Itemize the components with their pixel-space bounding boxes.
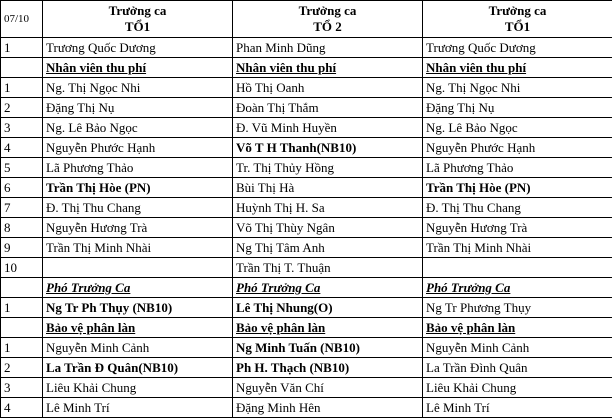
- column-header-2: [233, 1, 423, 38]
- column-header-team: TỔ1: [46, 19, 229, 35]
- row-number-cell: 1: [1, 78, 43, 98]
- section-title-cell: Bảo vệ phân làn: [423, 318, 612, 338]
- staff-name-cell: Ng. Thị Ngọc Nhi: [43, 78, 233, 98]
- staff-name-cell: Đ. Vũ Minh Huyền: [233, 118, 423, 138]
- row-number-cell: 1: [1, 338, 43, 358]
- staff-name-cell: Nguyễn Hương Trà: [423, 218, 612, 238]
- staff-name-cell: Đặng Thị Nụ: [423, 98, 612, 118]
- table-row: [1, 378, 612, 398]
- row-number-cell: 1: [1, 298, 43, 318]
- staff-name-cell: Trần Thị Minh Nhài: [43, 238, 233, 258]
- staff-name-cell: Ng. Lê Bảo Ngọc: [43, 118, 233, 138]
- staff-name-cell: Huỳnh Thị H. Sa: [233, 198, 423, 218]
- staff-name-cell: Ng Thị Tâm Anh: [233, 238, 423, 258]
- table-row: [1, 98, 612, 118]
- row-number-cell: 5: [1, 158, 43, 178]
- staff-name-cell: Phan Minh Dũng: [233, 38, 423, 58]
- section-title-cell: Nhân viên thu phí: [423, 58, 612, 78]
- staff-name-cell: Trần Thị T. Thuận: [233, 258, 423, 278]
- row-number-cell: 2: [1, 98, 43, 118]
- staff-name-cell: Trần Thị Hòe (PN): [43, 178, 233, 198]
- section-title-cell: Nhân viên thu phí: [233, 58, 423, 78]
- staff-name-cell: Nguyễn Minh Cảnh: [43, 338, 233, 358]
- staff-name-cell: Ng Tr Ph Thụy (NB10): [43, 298, 233, 318]
- table-row: [1, 398, 612, 418]
- row-number-cell: 4: [1, 138, 43, 158]
- row-number-cell: 7: [1, 198, 43, 218]
- staff-name-cell: Đặng Thị Nụ: [43, 98, 233, 118]
- row-number-cell: 3: [1, 118, 43, 138]
- table-row: [1, 258, 612, 278]
- staff-name-cell: Lê Minh Trí: [43, 398, 233, 418]
- date-cell: 07/10: [1, 1, 43, 38]
- staff-name-cell: [423, 258, 612, 278]
- column-header-title: Trưởng ca: [46, 3, 229, 19]
- row-number-cell: 6: [1, 178, 43, 198]
- column-header-title: Trưởng ca: [426, 3, 609, 19]
- row-number-cell: 9: [1, 238, 43, 258]
- column-header-team: TỔ1: [426, 19, 609, 35]
- staff-name-cell: Đ. Thị Thu Chang: [423, 198, 612, 218]
- staff-name-cell: Lã Phương Thảo: [423, 158, 612, 178]
- table-row: [1, 38, 612, 58]
- staff-name-cell: Nguyễn Phước Hạnh: [43, 138, 233, 158]
- staff-name-cell: Đ. Thị Thu Chang: [43, 198, 233, 218]
- staff-name-cell: Trần Thị Minh Nhài: [423, 238, 612, 258]
- row-number-cell: [1, 318, 43, 338]
- staff-name-cell: Hồ Thị Oanh: [233, 78, 423, 98]
- row-number-cell: 1: [1, 38, 43, 58]
- staff-name-cell: Ph H. Thạch (NB10): [233, 358, 423, 378]
- column-header-3: [423, 1, 612, 38]
- section-title-cell: Nhân viên thu phí: [43, 58, 233, 78]
- staff-name-cell: Bùi Thị Hà: [233, 178, 423, 198]
- section-title-cell: Phó Trưởng Ca: [43, 278, 233, 298]
- row-number-cell: 3: [1, 378, 43, 398]
- staff-name-cell: Ng. Lê Bảo Ngọc: [423, 118, 612, 138]
- table-row: [1, 358, 612, 378]
- table-row: [1, 338, 612, 358]
- section-title-cell: Phó Trưởng Ca: [233, 278, 423, 298]
- table-row: [1, 238, 612, 258]
- table-row: [1, 118, 612, 138]
- staff-name-cell: Liêu Khải Chung: [43, 378, 233, 398]
- staff-name-cell: Ng Minh Tuấn (NB10): [233, 338, 423, 358]
- table-row: [1, 158, 612, 178]
- section-title-cell: Bảo vệ phân làn: [43, 318, 233, 338]
- section-header-row: [1, 278, 612, 298]
- row-number-cell: 10: [1, 258, 43, 278]
- staff-name-cell: Tr. Thị Thủy Hồng: [233, 158, 423, 178]
- row-number-cell: 2: [1, 358, 43, 378]
- table-row: [1, 218, 612, 238]
- column-header-team: TỔ 2: [236, 19, 419, 35]
- staff-name-cell: [43, 258, 233, 278]
- staff-name-cell: Đoàn Thị Thắm: [233, 98, 423, 118]
- staff-name-cell: Trần Thị Hòe (PN): [423, 178, 612, 198]
- section-header-row: [1, 58, 612, 78]
- staff-name-cell: Lê Minh Trí: [423, 398, 612, 418]
- staff-name-cell: Nguyễn Văn Chí: [233, 378, 423, 398]
- staff-name-cell: Nguyễn Minh Cảnh: [423, 338, 612, 358]
- staff-name-cell: Liêu Khải Chung: [423, 378, 612, 398]
- staff-name-cell: Nguyễn Phước Hạnh: [423, 138, 612, 158]
- table-row: [1, 198, 612, 218]
- staff-name-cell: Nguyễn Hương Trà: [43, 218, 233, 238]
- row-number-cell: [1, 58, 43, 78]
- column-header-title: Trưởng ca: [236, 3, 419, 19]
- table-row: [1, 138, 612, 158]
- staff-name-cell: Trương Quốc Dương: [43, 38, 233, 58]
- staff-name-cell: Ng. Thị Ngọc Nhi: [423, 78, 612, 98]
- staff-name-cell: La Trần Đ Quân(NB10): [43, 358, 233, 378]
- row-number-cell: 8: [1, 218, 43, 238]
- staff-name-cell: Đặng Minh Hên: [233, 398, 423, 418]
- staff-name-cell: Võ Thị Thùy Ngân: [233, 218, 423, 238]
- section-header-row: [1, 318, 612, 338]
- row-number-cell: 4: [1, 398, 43, 418]
- table-row: [1, 298, 612, 318]
- column-header-1: [43, 1, 233, 38]
- staff-name-cell: Võ T H Thanh(NB10): [233, 138, 423, 158]
- staff-name-cell: Lê Thị Nhung(O): [233, 298, 423, 318]
- staff-name-cell: Lã Phương Thảo: [43, 158, 233, 178]
- row-number-cell: [1, 278, 43, 298]
- table-row: [1, 78, 612, 98]
- staff-name-cell: Ng Tr Phương Thụy: [423, 298, 612, 318]
- section-title-cell: Bảo vệ phân làn: [233, 318, 423, 338]
- staff-name-cell: La Trần Đình Quân: [423, 358, 612, 378]
- staff-name-cell: Trương Quốc Dương: [423, 38, 612, 58]
- header-row: [1, 1, 612, 38]
- table-row: [1, 178, 612, 198]
- section-title-cell: Phó Trưởng Ca: [423, 278, 612, 298]
- roster-body: [1, 1, 612, 418]
